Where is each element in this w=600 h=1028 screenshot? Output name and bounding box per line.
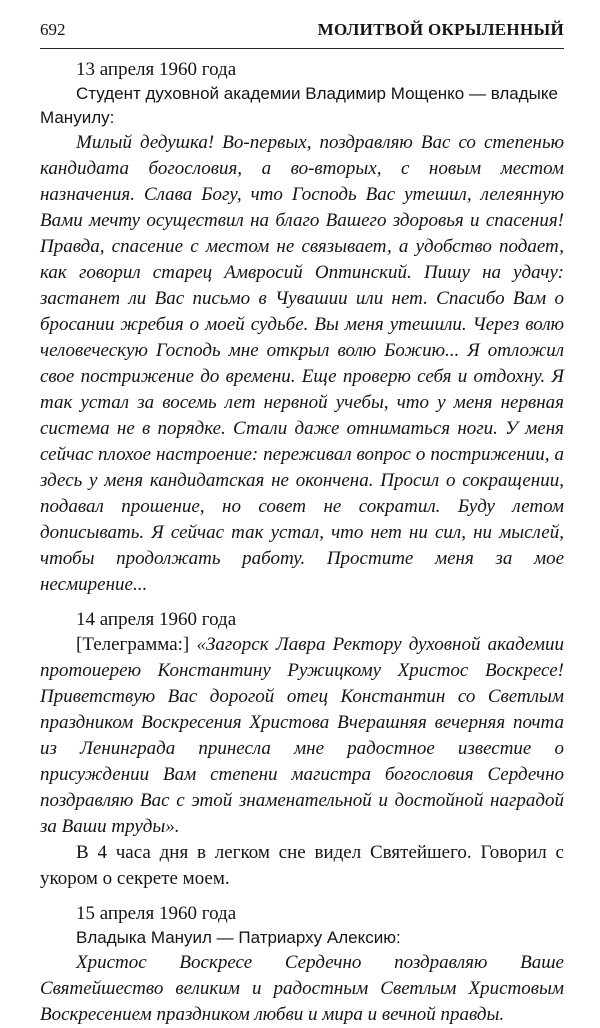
page-content [40,58,564,1028]
page-header [40,18,564,49]
letter-text: Христос Воскресе Сердечно поздравляю Ваше Святейшество великим и радостным Светлым Христовым Воскресением праздником любви и мира и вечной правды. [40,952,564,1025]
telegram-paragraph [40,632,564,840]
entry-date: 15 апреля 1960 года [76,903,237,924]
page-number: 692 [40,20,66,39]
telegram-text: «Загорск Лавра Ректору духовной академии протоиерею Константину Ружицкому Христос Воскресе! Приветствую Вас дорогой отец Константин со Светлым праздником Воскресения Христова Вчерашняя вечерняя почта из Ленинграда принесла мне радостное известие о присуждении Вам степени магистра богословия Сердечно поздравляю Вас с этой знаменательной и достойной наградой за Ваши труды». [40,634,565,837]
entry-heading: Владыка Мануил — Патриарху Алексию: [76,928,401,947]
entry-date: 13 апреля 1960 года [76,59,237,80]
entry-heading: Студент духовной академии Владимир Мощенко — владыке Мануилу: [40,84,558,127]
diary-note: В 4 часа дня в легком сне видел Святейшего. Говорил с укором о секрете моем. [40,842,564,889]
running-title: МОЛИТВОЙ ОКРЫЛЕННЫЙ [317,20,564,39]
letter-text: Милый дедушка! Во-первых, поздравляю Вас со степенью кандидата богословия, а во-вторых, с новым местом назначения. Слава Богу, что Господь Вас утешил, лелеянную Вами мечту осуществил на благо Вашего здоровья и спасения! Правда, спасение с местом не связывает, а удобство подает, как говорил старец Амвросий Оптинский. Пишу на удачу: застанет ли Вас письмо в Чувашии или нет. Спасибо Вам о бросании жребия о моей судьбе. Вы меня утешили. Через волю человеческую Господь мне открыл волю Божию... Я отложил свое пострижение до времени. Еще проверю себя и отдохну. Я так устал за восемь лет нервной учебы, что у меня нервная система не в порядке. Стали даже отниматься ноги. У меня сейчас плохое настроение: переживал вопрос о пострижении, а здесь у меня кандидатская не окончена. Просил о сокращении, подавал прошение, но совет не сократил. Буду летом дописывать. Я сейчас так устал, что нет ни сил, ни мыслей, чтобы продолжать работу. Простите меня за мое несмирение... [40,132,564,595]
entry-date: 14 апреля 1960 года [76,609,237,630]
telegram-label: [Телеграмма:] [76,634,190,655]
